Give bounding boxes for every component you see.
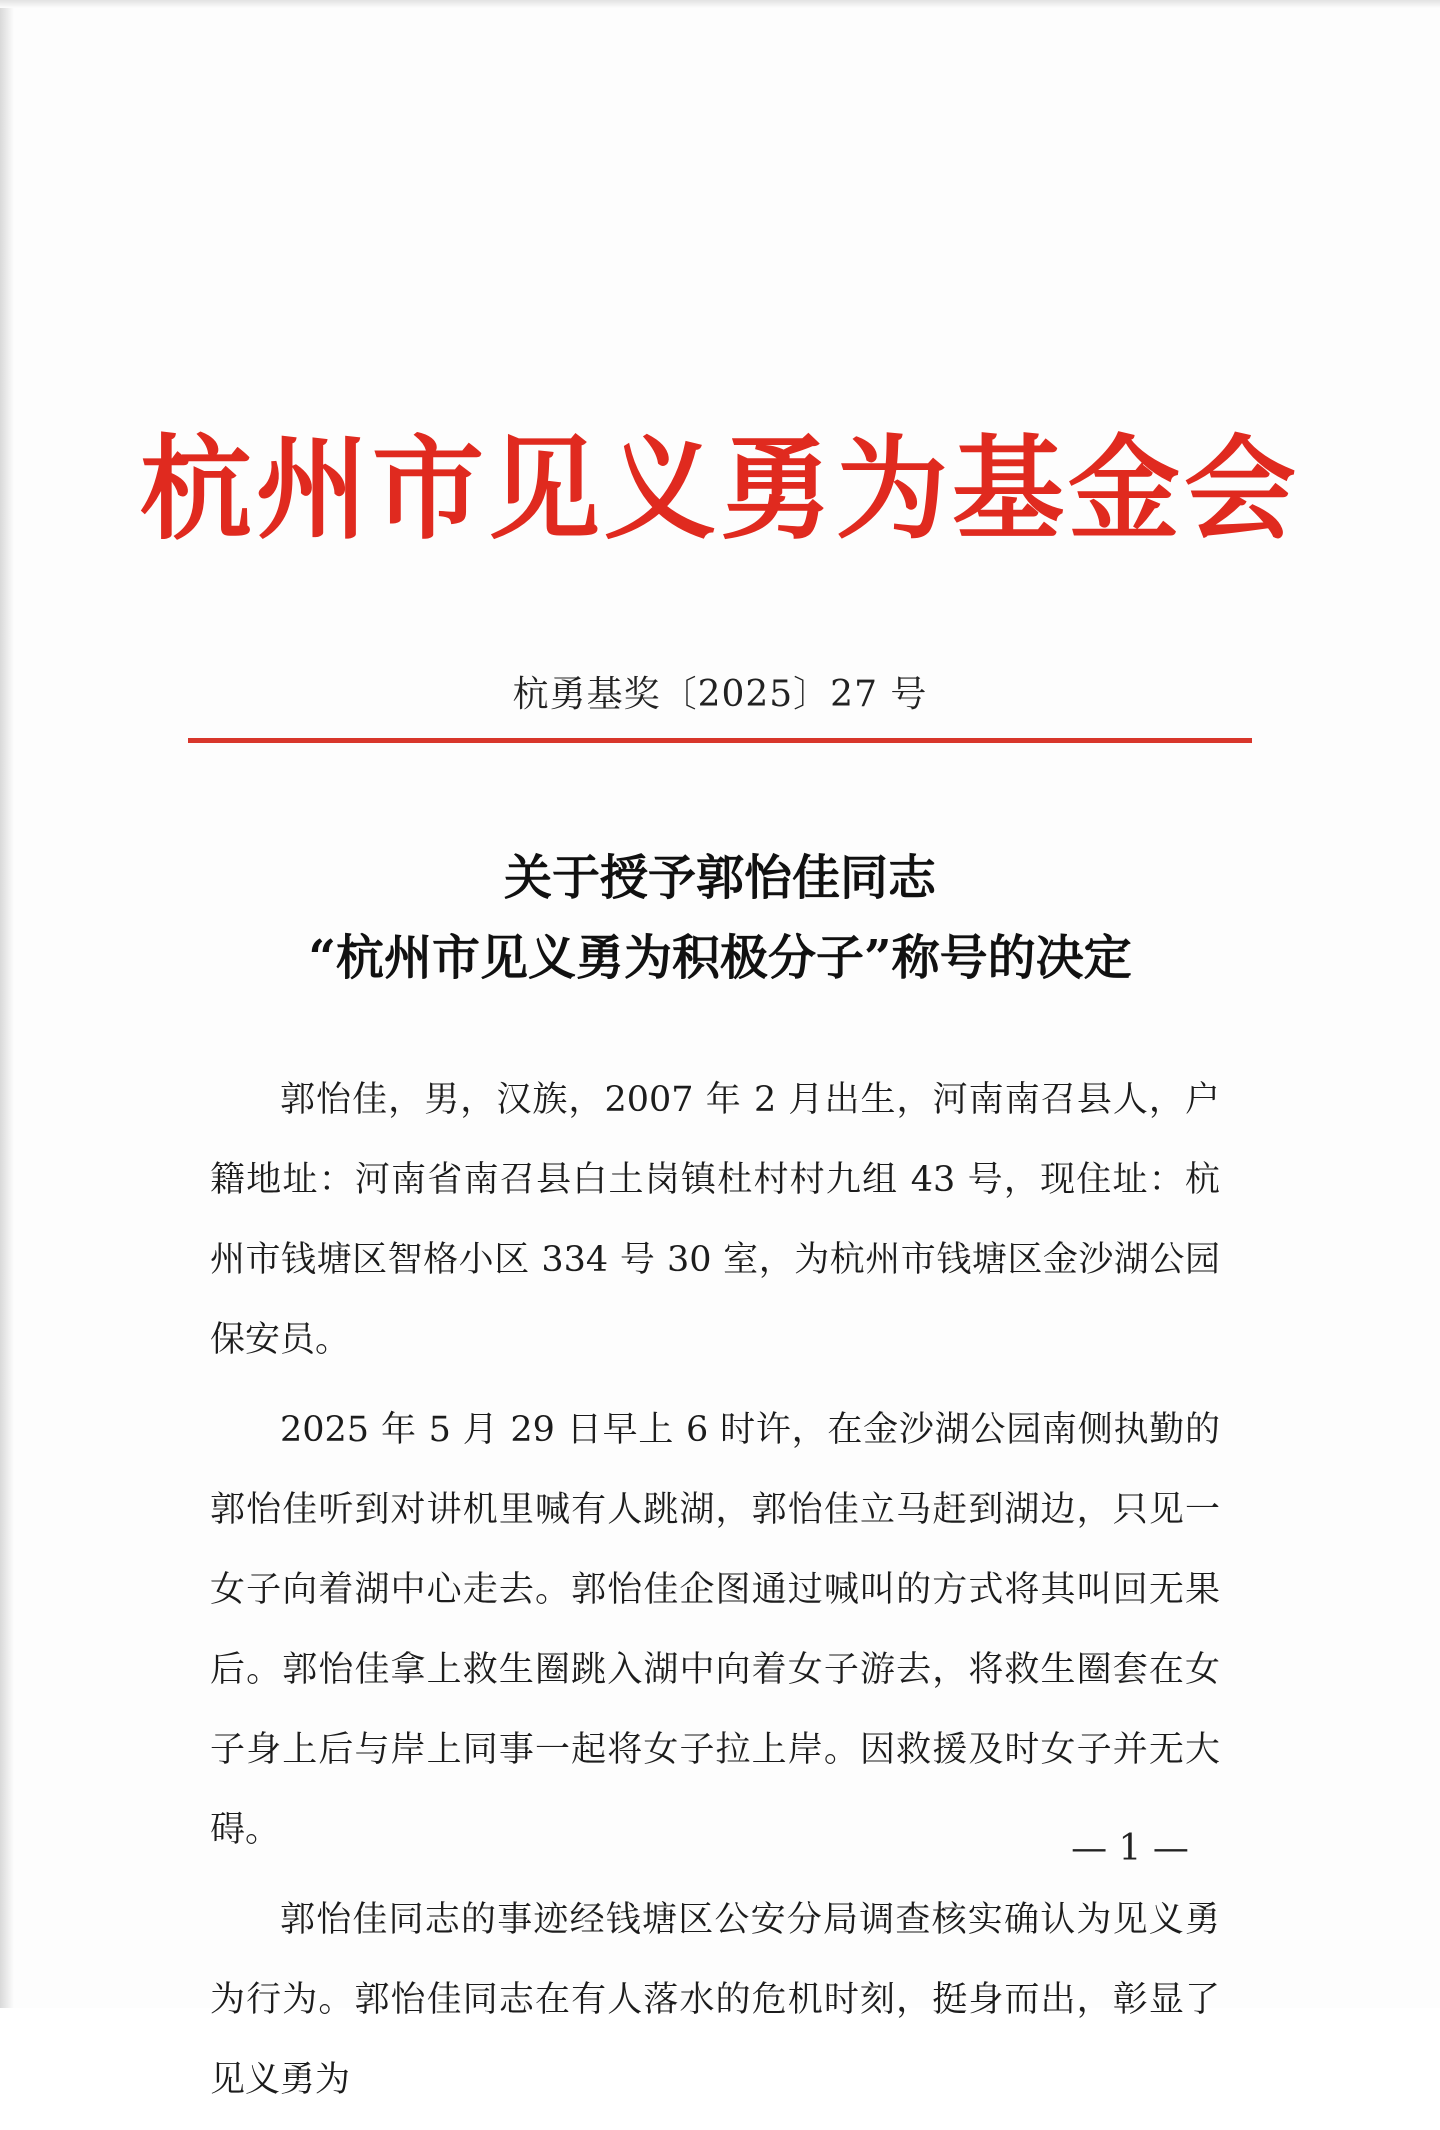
red-divider-rule [188,738,1252,743]
body-paragraph-3: 郭怡佳同志的事迹经钱塘区公安分局调查核实确认为见义勇为行为。郭怡佳同志在有人落水的危机时刻，挺身而出，彰显了见义勇为 [210,1900,1220,2100]
body-text [210,1060,1220,2130]
page-shadow-top [0,0,1440,8]
organization-header: 杭州市见义勇为基金会 [140,424,1300,555]
decision-title-line-1: 关于授予郭怡佳同志 [503,850,936,906]
body-paragraph-2: 2025 年 5 月 29 日早上 6 时许，在金沙湖公园南侧执勤的郭怡佳听到对讲机里喊有人跳湖，郭怡佳立马赶到湖边，只见一女子向着湖中心走去。郭怡佳企图通过喊叫的方式将其叫回无果后。郭怡佳拿上救生圈跳入湖中向着女子游去，将救生圈套在女子身上后与岸上同事一起将女子拉上岸。因救援及时女子并无大碍。 [210,1410,1220,1850]
decision-title-line-2: “杭州市见义勇为积极分子”称号的决定 [308,930,1132,986]
decision-title [0,838,1440,998]
document-number: 杭勇基奖〔2025〕27 号 [512,674,928,715]
page-shadow-left [0,0,14,2008]
body-paragraph-1: 郭怡佳，男，汉族，2007 年 2 月出生，河南南召县人，户籍地址：河南省南召县白土岗镇杜村村九组 43 号，现住址：杭州市钱塘区智格小区 334 号 30 室，为杭州市钱塘区金沙湖公园保安员。 [210,1080,1220,1360]
page-number: — 1 — [1071,1828,1189,1869]
